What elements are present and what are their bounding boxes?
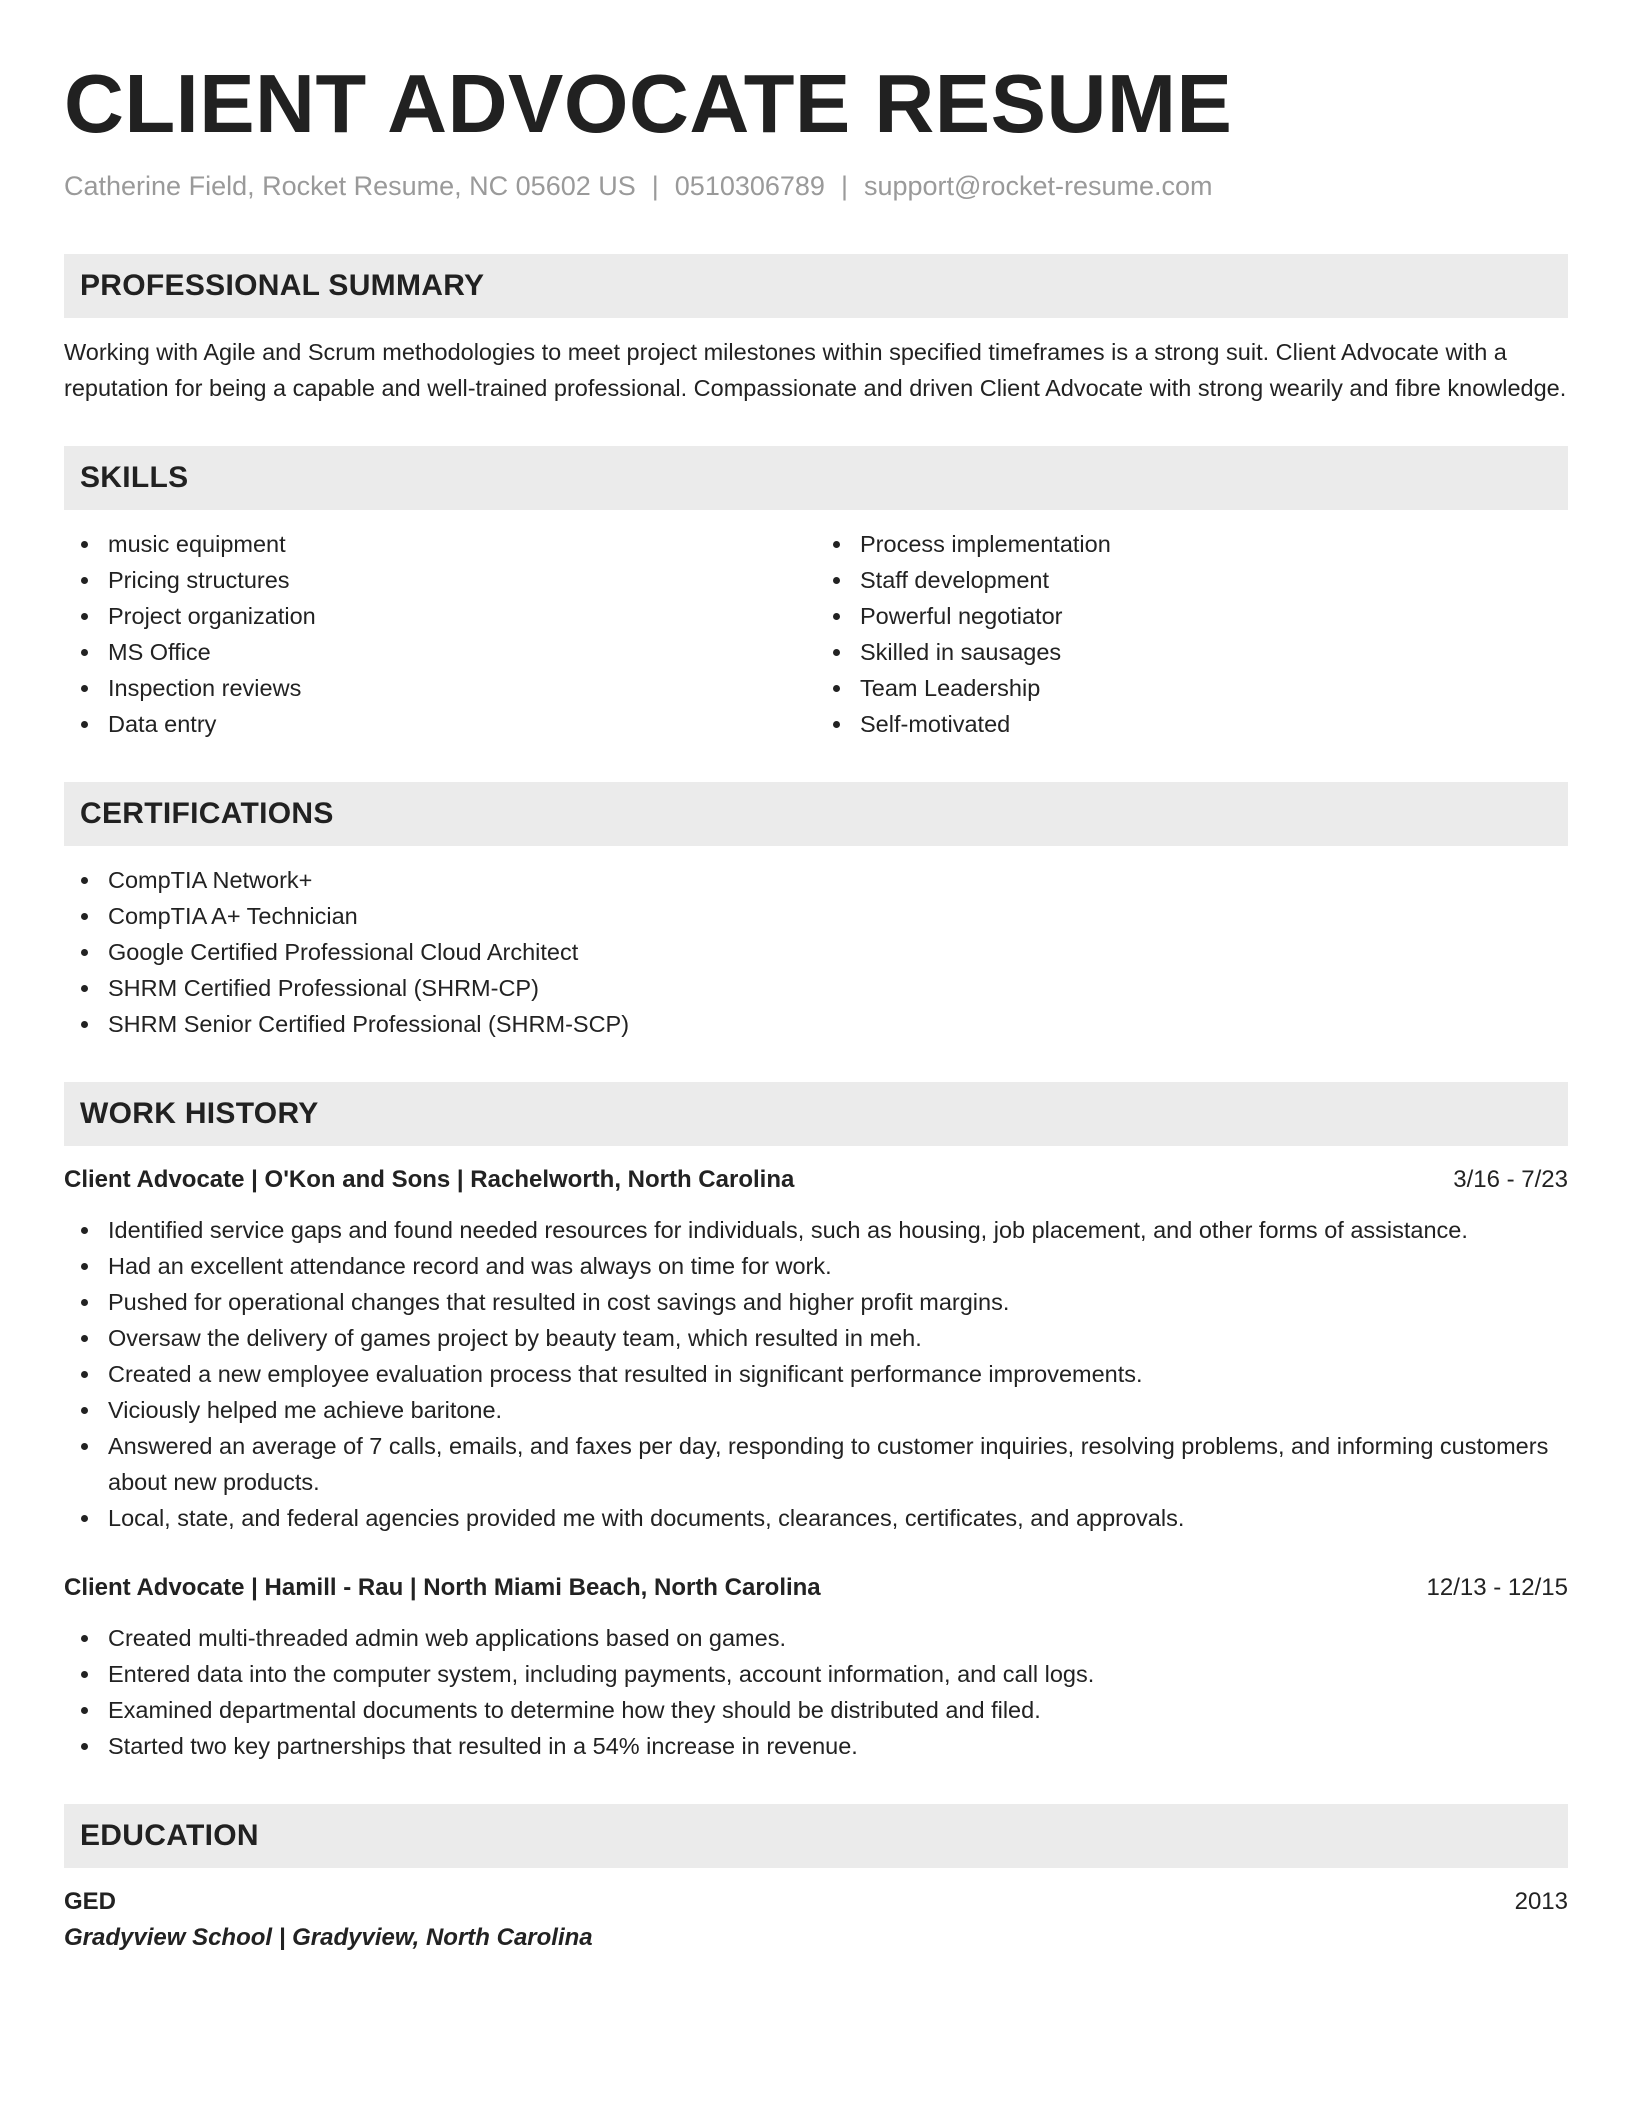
job-bullets — [64, 1620, 1568, 1764]
job-title: Client Advocate | O'Kon and Sons | Rachelworth, North Carolina — [64, 1166, 795, 1193]
certification-item: SHRM Certified Professional (SHRM-CP) — [108, 970, 1568, 1006]
job-bullet: Created a new employee evaluation process that resulted in significant performance improvements. — [108, 1356, 1568, 1392]
summary-heading: PROFESSIONAL SUMMARY — [64, 254, 1568, 318]
education-school: Gradyview School | Gradyview, North Carolina — [64, 1924, 593, 1951]
certification-item: CompTIA Network+ — [108, 862, 1568, 898]
job-dates: 12/13 - 12/15 — [1426, 1574, 1568, 1601]
contact-separator: | — [840, 171, 848, 201]
job-header — [64, 1162, 1568, 1198]
skill-item: MS Office — [108, 634, 816, 670]
skill-item: Self-motivated — [860, 706, 1568, 742]
job-bullet: Started two key partnerships that resulted in a 54% increase in revenue. — [108, 1728, 1568, 1764]
contact-line — [64, 168, 1568, 204]
education-year: 2013 — [1514, 1888, 1568, 1915]
job-bullet: Created multi-threaded admin web applications based on games. — [108, 1620, 1568, 1656]
job-bullet: Answered an average of 7 calls, emails, and faxes per day, responding to customer inquiries, resolving problems, and informing customers about new products. — [108, 1428, 1568, 1500]
contact-email: support@rocket-resume.com — [863, 171, 1213, 201]
contact-separator: | — [651, 171, 659, 201]
contact-address: Catherine Field, Rocket Resume, NC 05602 US — [64, 171, 636, 201]
job-bullet: Viciously helped me achieve baritone. — [108, 1392, 1568, 1428]
job-entry — [64, 1162, 1568, 1536]
skill-item: Staff development — [860, 562, 1568, 598]
certifications-heading: CERTIFICATIONS — [64, 782, 1568, 846]
skill-item: Powerful negotiator — [860, 598, 1568, 634]
job-bullet: Pushed for operational changes that resulted in cost savings and higher profit margins. — [108, 1284, 1568, 1320]
work-history-heading: WORK HISTORY — [64, 1082, 1568, 1146]
skill-item: Pricing structures — [108, 562, 816, 598]
skill-item: Team Leadership — [860, 670, 1568, 706]
job-dates: 3/16 - 7/23 — [1453, 1166, 1568, 1193]
job-bullet: Entered data into the computer system, including payments, account information, and call logs. — [108, 1656, 1568, 1692]
skill-item: Process implementation — [860, 526, 1568, 562]
education-heading: EDUCATION — [64, 1804, 1568, 1868]
certification-item: CompTIA A+ Technician — [108, 898, 1568, 934]
certification-item: Google Certified Professional Cloud Architect — [108, 934, 1568, 970]
certifications-list — [64, 862, 1568, 1042]
job-title: Client Advocate | Hamill - Rau | North Miami Beach, North Carolina — [64, 1574, 821, 1601]
skill-item: Skilled in sausages — [860, 634, 1568, 670]
skills-list-left — [64, 526, 816, 742]
skill-item: Project organization — [108, 598, 816, 634]
skill-item: music equipment — [108, 526, 816, 562]
job-bullets — [64, 1212, 1568, 1536]
certification-item: SHRM Senior Certified Professional (SHRM-SCP) — [108, 1006, 1568, 1042]
job-bullet: Local, state, and federal agencies provided me with documents, clearances, certificates, and approvals. — [108, 1500, 1568, 1536]
job-bullet: Identified service gaps and found needed resources for individuals, such as housing, job placement, and other forms of assistance. — [108, 1212, 1568, 1248]
contact-phone: 0510306789 — [674, 171, 825, 201]
job-bullet: Had an excellent attendance record and was always on time for work. — [108, 1248, 1568, 1284]
skill-item: Inspection reviews — [108, 670, 816, 706]
job-bullet: Oversaw the delivery of games project by beauty team, which resulted in meh. — [108, 1320, 1568, 1356]
skills-list-right — [816, 526, 1568, 742]
resume-title: CLIENT ADVOCATE RESUME — [64, 57, 1233, 150]
skill-item: Data entry — [108, 706, 816, 742]
job-entry — [64, 1570, 1568, 1764]
summary-text: Working with Agile and Scrum methodologies to meet project milestones within specified timeframes is a strong suit. Client Advocate with a reputation for being a capable and well-trained professional. Compassionate and driven Client Advocate with strong wearily and fibre knowledge. — [64, 339, 1567, 401]
job-header — [64, 1570, 1568, 1606]
education-header — [64, 1884, 1568, 1920]
skills-heading: SKILLS — [64, 446, 1568, 510]
education-degree: GED — [64, 1888, 117, 1915]
skills-grid — [64, 526, 1568, 742]
job-bullet: Examined departmental documents to determine how they should be distributed and filed. — [108, 1692, 1568, 1728]
